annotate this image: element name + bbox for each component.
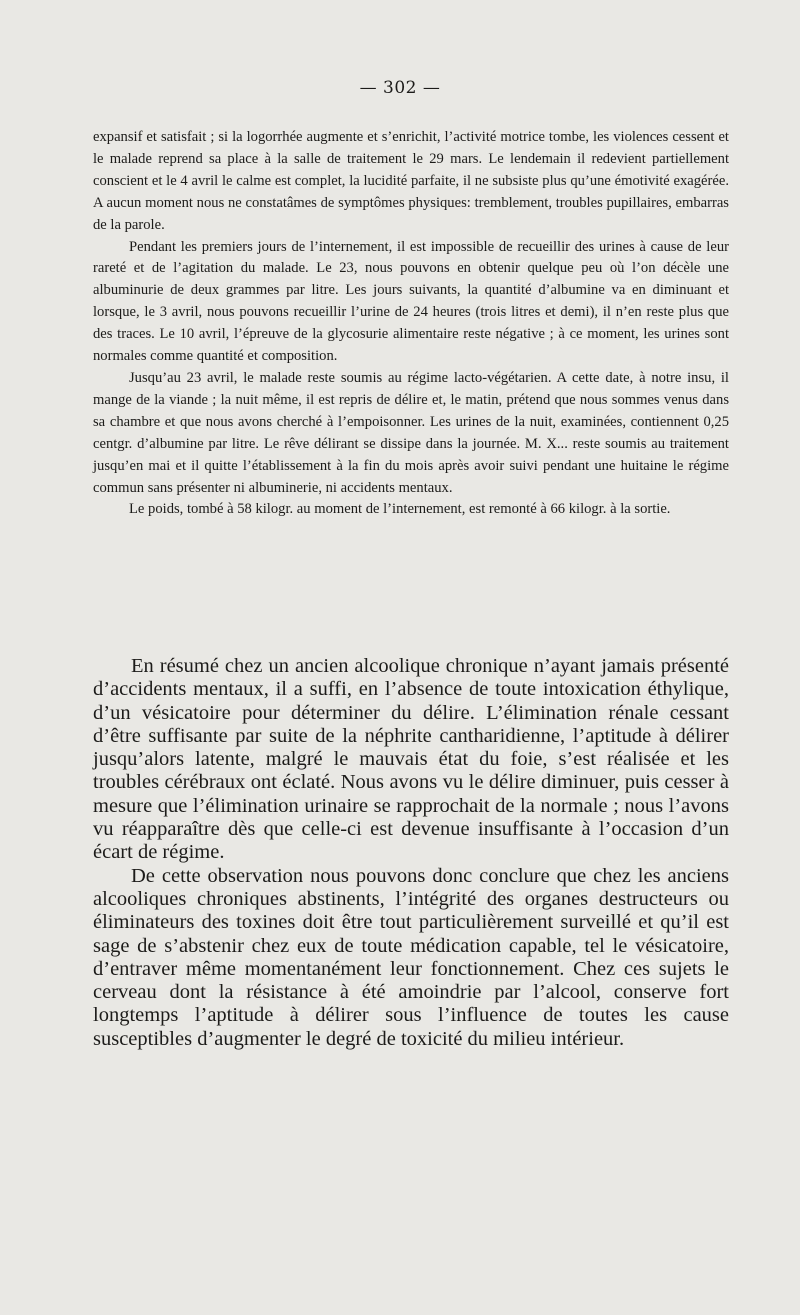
case-paragraph-3: Jusqu’au 23 avril, le malade reste soumis au régime lacto-végétarien. A cette date, à notre insu, il mange de la viande ; la nuit même, il est repris de délire et, le matin, prétend que nous sommes venus dans sa chambre et que nous avons cherché à l’empoisonner. Les urines de la nuit, examinées, contiennent 0,25 centgr. d’albumine par litre. Le rêve délirant se dissipe dans la journée. M. X... reste soumis au traitement jusqu’en mai et il quitte l’établissement à la fin du mois après avoir suivi pendant une huitaine le régime commun sans présenter ni albuminerie, ni accidents mentaux. <box>93 369 729 496</box>
case-paragraph-2: Pendant les premiers jours de l’internement, il est impossible de recueillir des urines à cause de leur rareté et de l’agitation du malade. Le 23, nous pouvons en obtenir quelque peu où l’on décèle une albuminurie de deux grammes par litre. Les jours suivants, la quantité d’albumine va en diminuant et lorsque, le 3 avril, nous pouvons recueillir l’urine de 24 heures (trois litres et demi), il n’en reste plus que des traces. Le 10 avril, l’épreuve de la glycosurie alimentaire reste négative ; à ce moment, les urines sont normales comme quantité et composition. <box>93 238 729 365</box>
case-paragraph-1: expansif et satisfait ; si la logorrhée augmente et s’enrichit, l’activité motrice tombe, les violences cessent et le malade reprend sa place à la salle de traitement le 29 mars. Le lendemain il redevient partiellement conscient et le 4 avril le calme est complet, la lucidité parfaite, il ne subsiste plus qu’une émotivité exagérée. A aucun moment nous ne constatâmes de symptômes physiques: tremblement, troubles pupillaires, embarras de la parole. <box>93 129 729 233</box>
conclusion-paragraph: De cette observation nous pouvons donc conclure que chez les anciens alcooliques chroniques abstinents, l’intégrité des organes destructeurs ou éliminateurs des toxines doit être tout particulièrement surveillé et qu’il est sage de s’abstenir chez eux de toute médication capable, tel le vésicatoire, d’entraver même momentanément leur fonctionnement. Chez ces sujets le cerveau dont la résistance à été amoindrie par l’alcool, conserve fort longtemps l’aptitude à délirer sous l’influence de toutes les cause susceptibles d’augmenter le degré de toxicité du milieu intérieur. <box>93 864 729 1050</box>
summary-paragraph: En résumé chez un ancien alcoolique chronique n’ayant jamais présenté d’accidents mentaux, il a suffi, en l’absence de toute intoxication éthylique, d’un vésicatoire pour déterminer du délire. L’élimination rénale cessant d’être suffisante par suite de la néphrite cantharidienne, l’aptitude à délirer jusqu’alors latente, malgré le mauvais état du foie, s’est réalisée et les troubles cérébraux ont éclaté. Nous avons vu le délire diminuer, puis cesser à mesure que l’élimination urinaire se rapprochait de la normale ; nous l’avons vu réapparaître dès que celle-ci est devenue insuffisante à l’occasion d’un écart de régime. <box>93 655 729 864</box>
case-paragraph-4: Le poids, tombé à 58 kilogr. au moment de l’internement, est remonté à 66 kilogr. à la sortie. <box>129 501 671 518</box>
page-number: — 302 — <box>359 78 441 98</box>
case-report-text <box>93 127 729 521</box>
conclusion-text <box>93 655 729 1051</box>
